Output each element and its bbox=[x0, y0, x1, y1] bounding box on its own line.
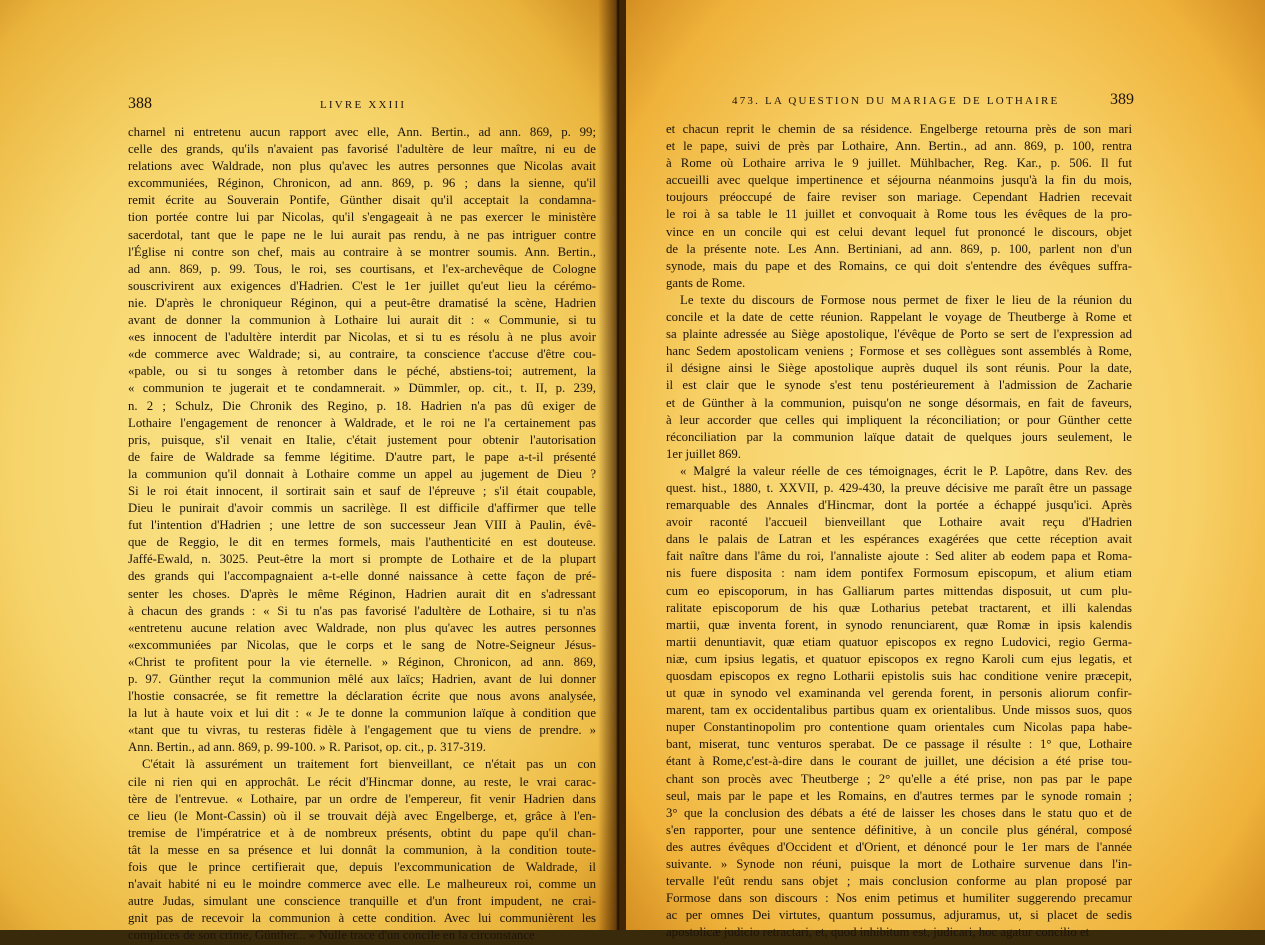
right-running-head: 473. LA QUESTION DU MARIAGE DE LOTHAIRE bbox=[732, 95, 1060, 107]
text-line: et le pape, suivi de près par Lothaire, Ann. Bertin., ad ann. 869, p. 100, rentra bbox=[666, 139, 1132, 154]
text-line: de la présente note. Les Ann. Bertiniani, ad ann. 869, p. 100, parlent non d'un bbox=[666, 241, 1132, 256]
text-line: n'avait habité ni eu le moindre commerce avec elle. Le malheureux roi, comme un bbox=[128, 877, 596, 892]
text-line: « Malgré la valeur réelle de ces témoignages, écrit le P. Lapôtre, dans Rev. des bbox=[680, 463, 1132, 478]
text-line: Lothaire l'engagement de renoncer à Waldrade, et le roi ne l'a certainement pas bbox=[128, 415, 596, 430]
text-line: à Rome où Lothaire arriva le 9 juillet. Mühlbacher, Reg. Kar., p. 506. Il fut bbox=[666, 156, 1132, 171]
text-line: cile ni rien qui en approchât. Le récit d'Hincmar donne, au reste, le vrai carac- bbox=[128, 774, 596, 789]
left-page bbox=[0, 0, 618, 943]
text-line: apostolicæ judicio retractari, et, quod inhibitum est, judicari, hoc agatur concilio et bbox=[666, 925, 1090, 940]
text-line: de faire de Waldrade sa femme légitime. D'autre part, le pape a-t-il présenté bbox=[128, 449, 596, 464]
text-line: «excommuniées par Nicolas, que le corps et le sang de Notre-Seigneur Jésus- bbox=[128, 637, 596, 652]
text-line: «tant que tu vivras, tu resteras fidèle à l'engagement que tu viens de prendre. » bbox=[128, 723, 596, 738]
text-line: sacerdotal, tant que le pape ne le lui aurait pas rendu, à ne pas intriguer contre bbox=[128, 227, 596, 242]
text-line: fois que le prince certifierait que, depuis l'excommunication de Waldrade, il bbox=[128, 860, 596, 875]
text-line: cum eo episcoporum, in has Galliarum partes mittendas disposuit, ut cum plu- bbox=[666, 583, 1132, 598]
text-line: nis fuere disposita : nam idem pontifex Formosum episcopum, et alium etiam bbox=[666, 566, 1132, 581]
text-line: chant son procès avec Theutberge ; 2° qu'elle a été prise, non pas par le pape bbox=[666, 771, 1132, 786]
text-line: tion portée contre lui par Nicolas, qu'il s'engageait à ne pas exercer le ministère bbox=[128, 210, 596, 225]
text-line: ad ann. 869, p. 99. Tous, le roi, ses courtisans, et l'ex-archevêque de Cologne bbox=[128, 261, 596, 276]
text-line: hanc Sedem apostolicam veniens ; Formose et ses collègues sont assemblés à Rome, bbox=[666, 344, 1132, 359]
text-line: Le texte du discours de Formose nous permet de fixer le lieu de la réunion du bbox=[680, 292, 1132, 307]
text-line: « communion te jugerait et te condamnerait. » Dümmler, op. cit., t. II, p. 239, bbox=[128, 381, 596, 396]
text-line: il désigne ainsi le Siège apostolique auprès duquel ils sont réunis. Pour la date, bbox=[666, 361, 1132, 376]
text-line: excommuniées, Réginon, Chronicon, ad ann. 869, p. 96 ; dans la sienne, qu'il bbox=[128, 176, 596, 191]
text-line: à chacun des grands : « Si tu n'as pas favorisé l'adultère de Lothaire, si tu n'as bbox=[128, 603, 596, 618]
text-line: accueilli avec quelque impertinence et séjourna néanmoins jusqu'à la fin du mois, bbox=[666, 173, 1132, 188]
text-line: la communion qu'il donnait à Lothaire comme un appel au jugement de Dieu ? bbox=[128, 466, 596, 481]
text-line: Jaffé-Ewald, n. 3025. Peut-être la mort si prompte de Lothaire et de la plupart bbox=[128, 552, 596, 567]
text-line: tervalle l'eût rendu sans objet ; mais conclusion conforme au plan proposé par bbox=[666, 874, 1132, 889]
text-line: étant à Rome,c'est-à-dire dans le courant de juillet, une décision a été prise tou- bbox=[666, 754, 1132, 769]
text-line: gants de Rome. bbox=[666, 275, 746, 290]
text-line: avoir raconté l'accueil bienveillant que Lothaire avait reçu d'Hadrien bbox=[666, 515, 1132, 530]
text-line: réconciliation par la communion laïque datait de quelques jours seulement, le bbox=[666, 429, 1132, 444]
text-line: martii, quæ inventa forent, in synodo renunciarent, quæ Romæ in ipsis kalendis bbox=[666, 617, 1132, 632]
text-line: ralitate episcoporum de his quæ Lotharius petebat tractarent, et illi kalendas bbox=[666, 600, 1132, 615]
text-line: Formose dans son discours : Nos enim petimus et humiliter suggerendo precamur bbox=[666, 891, 1132, 906]
text-line: synode, mais du pape et des Romains, ce qui doit s'entendre des évêques suffra- bbox=[666, 258, 1132, 273]
text-line: senter les choses. D'après le même Réginon, Hadrien aurait dit en s'adressant bbox=[128, 586, 596, 601]
right-page-number: 389 bbox=[1110, 91, 1134, 108]
text-line: concile et la date de cette réunion. Rappelant le voyage de Theutberge à Rome et bbox=[666, 310, 1132, 325]
text-line: 3° que la conclusion des débats a été de laisser les choses dans le statu quo et de bbox=[666, 805, 1132, 820]
left-running-head: LIVRE XXIII bbox=[320, 99, 407, 111]
text-line: que de Reggio, le dit en termes formels, mais l'authenticité en est douteuse. bbox=[128, 535, 596, 550]
text-line: celle des grands, qu'ils n'avaient pas favorisé l'adultère de leur maître, ni eu de bbox=[128, 142, 596, 157]
text-line: Dieu le punirait d'avoir commis un sacrilège. Il est difficile d'affirmer que telle bbox=[128, 501, 596, 516]
text-line: quosdam episcopos ex regno Lotharii epistolis suis hac conditione venire præcepit, bbox=[666, 669, 1132, 683]
text-line: tât la messe en sa présence et lui donnât la communion, à la condition toute- bbox=[128, 842, 596, 857]
text-line: et chacun reprit le chemin de sa résidence. Engelberge retourna près de son mari bbox=[666, 122, 1132, 136]
text-line: toujours préoccupé de faire reviser son mariage. Cependant Hadrien recevait bbox=[666, 190, 1132, 205]
text-line: n. 2 ; Schulz, Die Chronik des Regino, p. 18. Hadrien n'a pas dû exiger de bbox=[128, 398, 596, 413]
text-line: suivante. » Synode non réuni, puisque la mort de Lothaire survenue dans l'in- bbox=[666, 857, 1132, 872]
text-line: «es innocent de l'adultère interdit par Nicolas, et si tu es résolu à ne plus avoir bbox=[128, 330, 596, 345]
text-line: complices de son crime, Günther... » Nulle trace d'un concile en la circonstance bbox=[128, 928, 535, 943]
text-line: ut quæ in synodo vel examinanda vel gerenda forent, in personis aliorum confir- bbox=[666, 686, 1132, 701]
text-line: relations avec Waldrade, non plus qu'avec les autres personnes que Nicolas avait bbox=[128, 159, 596, 174]
text-line: niæ, cum ipsius legatis, et quatuor episcopos ex regno Karoli cum ejus legatis, et bbox=[666, 651, 1132, 666]
left-page-number: 388 bbox=[128, 95, 152, 112]
text-line: le roi à sa table le 11 juillet et convoquait à Rome tous les évêques de la pro- bbox=[666, 207, 1132, 222]
text-line: Ann. Bertin., ad ann. 869, p. 99-100. » R. Parisot, op. cit., p. 317-319. bbox=[128, 740, 486, 755]
text-line: il est clair que le synode s'est tenu postérieurement à l'admission de Zacharie bbox=[666, 378, 1132, 393]
text-line: dans le palais de Latran et les espérances exagérées que cette réception avait bbox=[666, 532, 1132, 547]
text-line: gnit pas de recevoir la communion à cette condition. Avec lui communièrent les bbox=[128, 911, 596, 926]
text-line: «pable, ou si tu songes à retomber dans le péché, abstiens-toi; autrement, la bbox=[128, 364, 596, 379]
text-line: «Christ te profitent pour la vie éternelle. » Réginon, Chronicon, ad ann. 869, bbox=[128, 654, 596, 669]
text-line: autre Judas, simulant une conscience tranquille et d'un front impudent, ne crai- bbox=[128, 894, 596, 909]
right-page-body bbox=[666, 121, 1132, 942]
left-page-body bbox=[128, 124, 596, 945]
text-line: ce lieu (le Mont-Cassin) où il se trouvait déjà avec Engelberge, et, grâce à l'en- bbox=[128, 808, 596, 823]
text-line: fait naître dans l'âme du roi, l'annaliste ajoute : Sed aliter ab eodem papa et Roma- bbox=[666, 549, 1132, 564]
text-line: fut l'intention d'Hadrien ; une lettre de son successeur Jean VIII à Paulin, évê- bbox=[128, 518, 596, 533]
text-line: s'en rapporter, pour une sentence définitive, à un concile plus général, composé bbox=[666, 822, 1132, 837]
text-line: quest. hist., 1880, t. XXVII, p. 429-430, la preuve décisive me paraît être un passage bbox=[666, 480, 1132, 495]
text-line: nie. D'après le chroniqueur Réginon, qui a peut-être dramatisé la scène, Hadrien bbox=[128, 295, 596, 310]
text-line: charnel ni entretenu aucun rapport avec elle, Ann. Bertin., ad ann. 869, p. 99; bbox=[128, 125, 596, 139]
text-line: marent, tam ex occidentalibus partibus quam ex orientalibus. Unde missos suos, quos bbox=[666, 703, 1132, 718]
text-line: vince en un concile qui est celui devant lequel fut prononcé le discours, objet bbox=[666, 224, 1132, 239]
text-line: martii denuntiavit, quæ etiam quatuor episcopos ex regno Ludovici, regio Germa- bbox=[666, 634, 1132, 649]
text-line: 1er juillet 869. bbox=[666, 446, 741, 461]
text-line: l'Église ni contre son chef, mais au contraire à se montrer soumis. Ann. Bertin., bbox=[128, 244, 596, 259]
text-line: tremise de l'impératrice et à de nombreux présents, obtint du pape qu'il chan- bbox=[128, 825, 596, 840]
text-line: sa plainte adressée au Siège apostolique, l'évêque de Porto se sert de l'expression ad bbox=[666, 327, 1132, 342]
text-line: avant de donner la communion à Lothaire lui aurait dit : « Communie, si tu bbox=[128, 313, 596, 328]
text-line: nuper Constantinopolim pro contentione quam orientales cum Nicolas papa habe- bbox=[666, 720, 1132, 735]
text-line: des autres évêques d'Occident et d'Orient, et dénoncé pour le 1er mars de l'année bbox=[666, 839, 1132, 854]
text-line: des grands qui l'accompagnaient a-t-elle donné naissance à cette façon de pré- bbox=[128, 569, 596, 584]
text-line: p. 97. Günther reçut la communion mêlé aux laïcs; Hadrien, avant de lui donner bbox=[128, 672, 596, 686]
text-line: C'était là assurément un traitement fort bienveillant, ce n'était pas un con bbox=[142, 757, 596, 772]
text-line: ac per omnes Dei virtutes, quantum possumus, adjuramus, ut, si placet de sedis bbox=[666, 908, 1132, 923]
text-line: «entretenu aucune relation avec Waldrade, non plus qu'avec les autres personnes bbox=[128, 620, 596, 635]
text-line: l'hostie consacrée, se fit remettre la déclaration écrite que nous avons analysée, bbox=[128, 689, 596, 704]
text-line: remarquable des Annales d'Hincmar, dont la portée a échappé jusqu'ici. Après bbox=[666, 498, 1132, 513]
text-line: et de Günther à la communion, puisqu'on ne songe désormais, en fait de faveurs, bbox=[666, 395, 1132, 410]
text-line: Si le roi était innocent, il sortirait sain et sauf de l'épreuve ; s'il était coupable, bbox=[128, 483, 596, 498]
text-line: «de commerce avec Waldrade; si, au contraire, ta conscience t'accuse d'être cou- bbox=[128, 347, 596, 362]
text-line: pris, puisque, s'il venait en Italie, c'était justement pour obtenir l'autorisation bbox=[128, 432, 596, 447]
text-line: la lut à haute voix et lui dit : « Je te donne la communion laïque à condition que bbox=[128, 706, 596, 721]
text-line: souscrivirent aux exigences d'Hadrien. C'est le 1er juillet qu'eut lieu la cérémo- bbox=[128, 278, 596, 293]
right-page bbox=[626, 0, 1265, 940]
text-line: remit écrite au Souverain Pontife, Günther disait qu'il acceptait la condamna- bbox=[128, 193, 596, 208]
text-line: à leur accorder que celles qui impliquent la réconciliation; or pour Günther cette bbox=[666, 412, 1132, 427]
text-line: seul, mais par le pape et les Romains, en d'autres termes par le synode romain ; bbox=[666, 788, 1132, 803]
text-line: tère de l'entrevue. « Lothaire, par un ordre de l'empereur, fit venir Hadrien dans bbox=[128, 791, 596, 806]
text-line: bant, miserat, tunc venturos sperabat. De ce passage il résulte : 1° que, Lothaire bbox=[666, 737, 1132, 752]
